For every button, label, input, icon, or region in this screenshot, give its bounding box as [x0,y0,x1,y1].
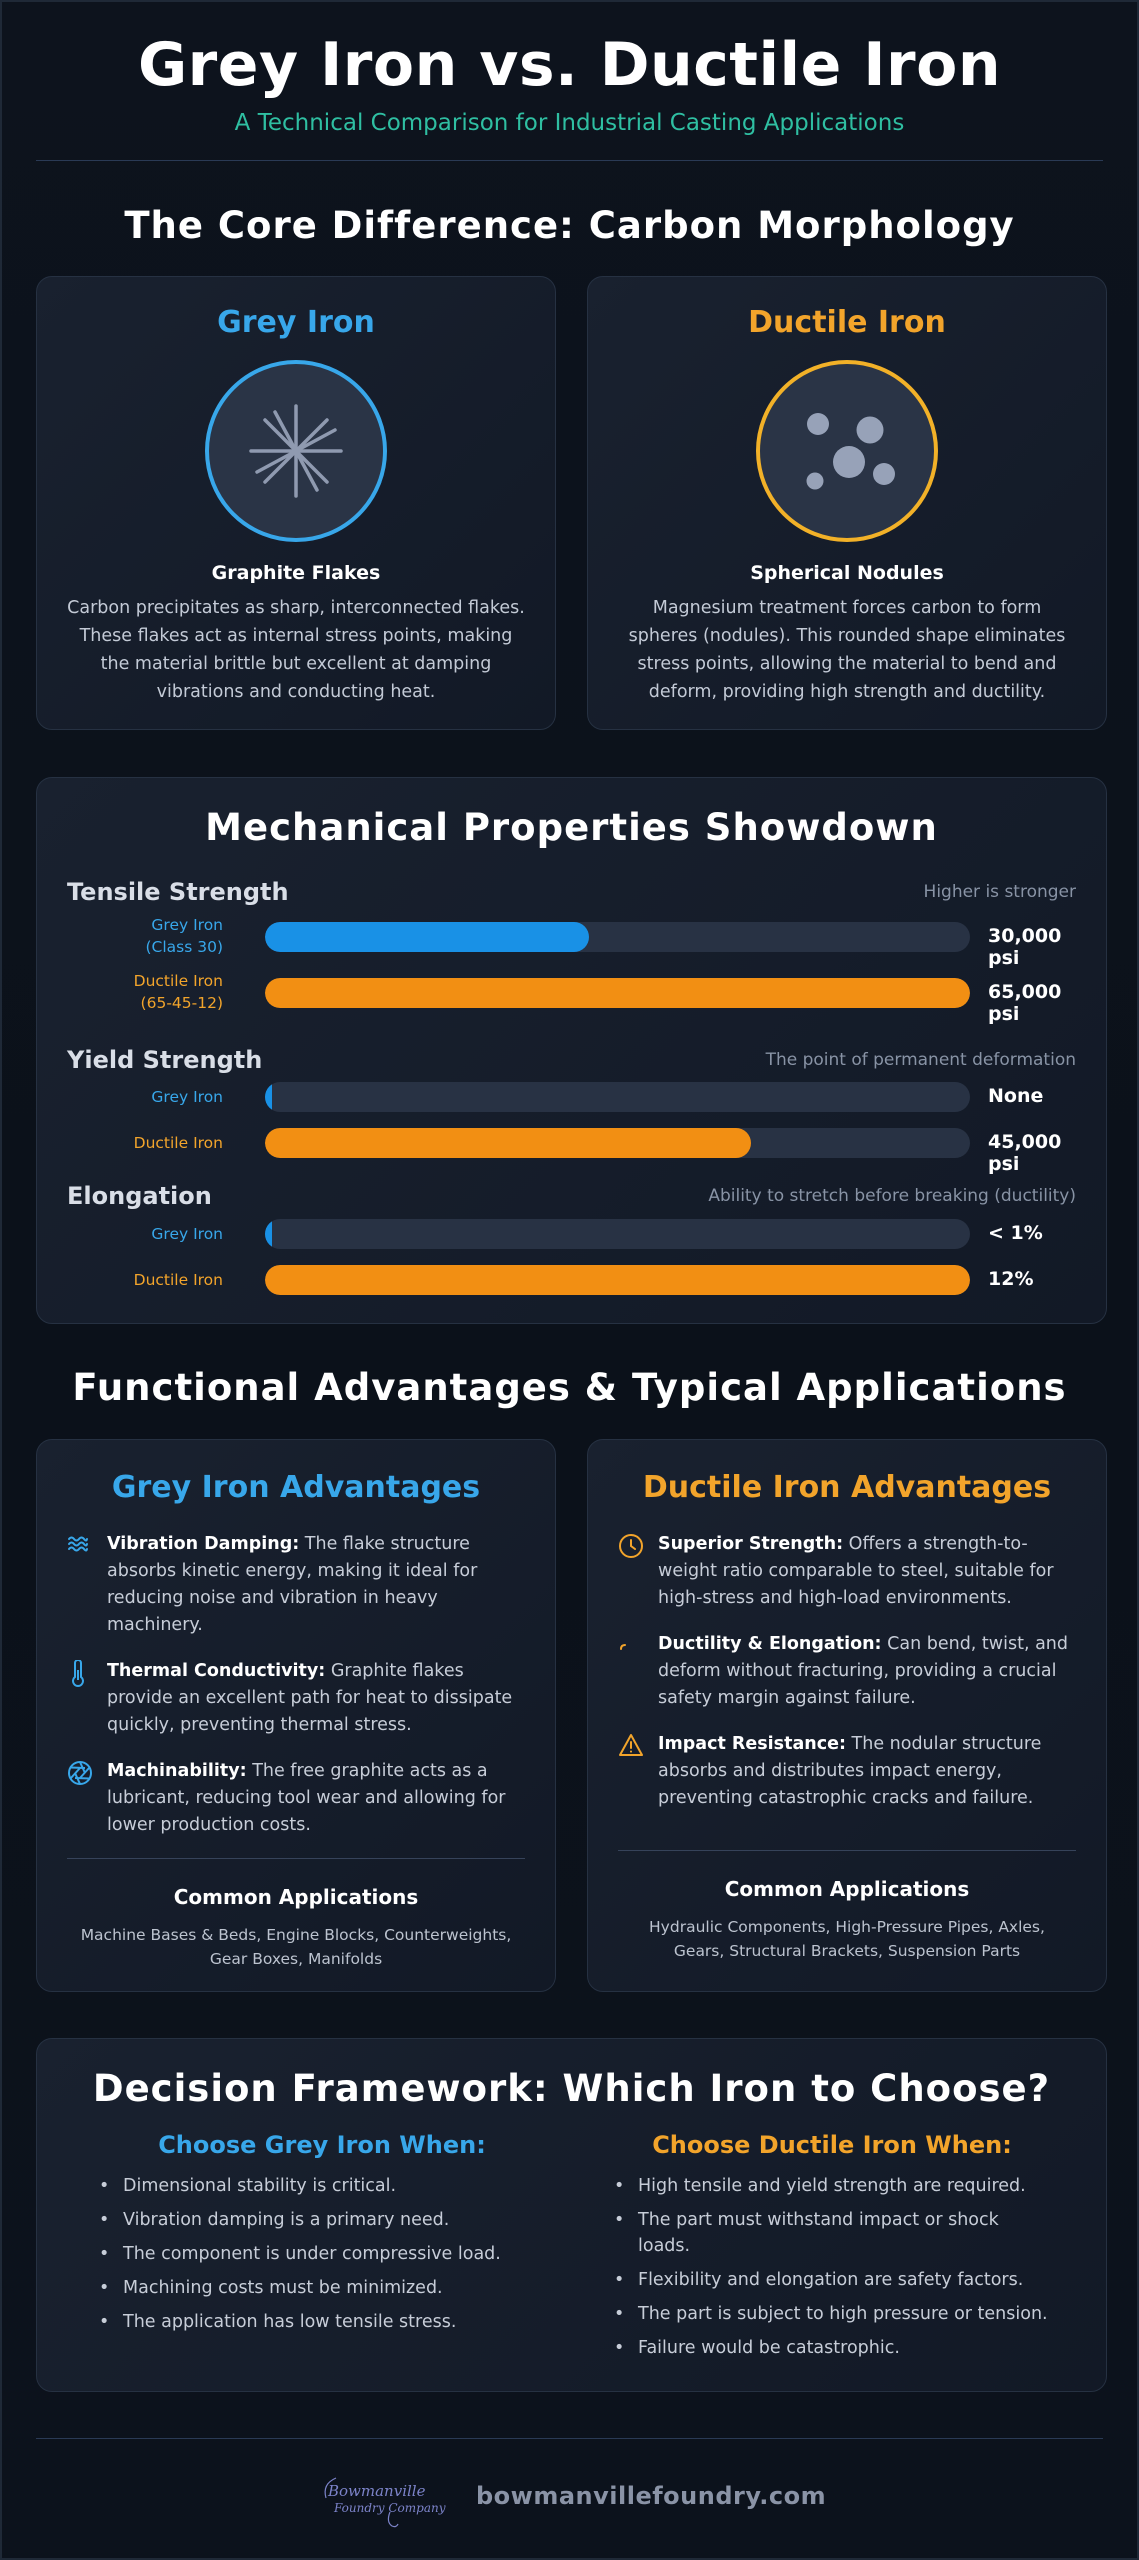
advantage-heading: Thermal Conductivity: [107,1661,326,1681]
svg-text:Bowmanville: Bowmanville [328,2482,426,2500]
ductile-morphology-title: Ductile Iron [748,305,946,340]
advantage-text: The flake structure absorbs kinetic energy, making it ideal for reducing noise and vibration in heavy machinery. [107,1534,478,1635]
ductile-advantage-item [618,1731,1076,1812]
elongation-grey-bar [265,1219,272,1249]
footer-divider [36,2438,1103,2439]
website-link[interactable]: bowmanvillefoundry.com [476,2482,827,2510]
yield-ductile-track [265,1128,970,1158]
list-item: • Dimensional stability is critical. [97,2173,547,2199]
choose-ductile-heading: Choose Ductile Iron When: [652,2131,1012,2159]
ductile-advantage-item [618,1631,1076,1712]
advantage-heading: Impact Resistance: [658,1734,846,1754]
grey-morphology-card [36,276,556,730]
tensile-ductile-label: Ductile Iron (65-45-12) [133,972,223,1012]
elongation-ductile-value: 12% [988,1268,1034,1290]
advantages-section-title: Functional Advantages & Typical Applications [72,1366,1067,1409]
grey-advantage-item [67,1531,525,1639]
choose-ductile-list [612,2173,1052,2361]
yield-ductile-bar [265,1128,751,1158]
choose-ductile-column [612,2131,1052,2369]
tensile-grey-track [265,922,970,952]
yield-strength-header [67,1046,1076,1076]
grey-applications-text: Machine Bases & Beds, Engine Blocks, Counterweights, Gear Boxes, Manifolds [80,1926,512,1968]
spherical-nodules-icon [756,360,938,542]
choose-grey-heading: Choose Grey Iron When: [158,2131,486,2159]
choose-grey-column [97,2131,547,2343]
morphology-section-title: The Core Difference: Carbon Morphology [124,204,1015,247]
graphite-flakes-label: Graphite Flakes [211,562,381,584]
header [2,2,1137,136]
tensile-ductile-value: 65,000 psi [988,981,1062,1025]
bend-icon [618,1631,658,1712]
list-item: • The part must withstand impact or shock loads. [612,2207,1052,2259]
yield-grey-row [67,1082,1076,1112]
list-item: • The component is under compressive load. [97,2241,547,2267]
advantage-text: Graphite flakes provide an excellent path for heat to dissipate quickly, preventing thermal stress. [107,1661,513,1735]
yield-grey-label: Grey Iron [151,1088,223,1106]
clock-icon [618,1531,658,1612]
svg-text:Foundry Company: Foundry Company [334,2501,446,2515]
ductile-applications-text: Hydraulic Components, High-Pressure Pipes, Axles, Gears, Structural Brackets, Suspension Parts [649,1918,1045,1960]
ductile-applications-title: Common Applications [724,1877,970,1901]
grey-applications-title: Common Applications [173,1885,419,1909]
elongation-ductile-label: Ductile Iron [133,1271,223,1289]
elongation-note: Ability to stretch before breaking (ductility) [708,1186,1076,1206]
advantage-text: The nodular structure absorbs and distributes impact energy, preventing catastrophic cracks and failure. [658,1734,1042,1808]
thermometer-icon [67,1658,107,1739]
footer [2,2468,1137,2528]
page-title: Grey Iron vs. Ductile Iron [137,30,1002,100]
warning-icon [618,1731,658,1812]
wave-icon [67,1531,107,1639]
tensile-grey-bar [265,922,589,952]
yield-ductile-value: 45,000 psi [988,1131,1062,1175]
ductile-advantage-item [618,1531,1076,1612]
advantage-text: Offers a strength-to-weight ratio comparable to steel, suitable for high-stress and high-load environments. [658,1534,1054,1608]
elongation-header [67,1182,1076,1212]
page-subtitle: A Technical Comparison for Industrial Casting Applications [234,110,905,136]
grey-advantage-item [67,1758,525,1839]
ductile-advantages-title: Ductile Iron Advantages [642,1470,1052,1505]
ductile-advantages-divider [618,1850,1076,1851]
grey-advantage-item [67,1658,525,1739]
list-item: • High tensile and yield strength are required. [612,2173,1052,2199]
yield-grey-bar [265,1082,272,1112]
advantage-heading: Machinability: [107,1761,247,1781]
graphite-flakes-icon [205,360,387,542]
yield-grey-value: None [988,1085,1044,1107]
list-item: • The part is subject to high pressure or tension. [612,2301,1052,2327]
tensile-strength-name: Tensile Strength [67,878,289,906]
yield-ductile-label: Ductile Iron [133,1134,223,1152]
advantage-text: The free graphite acts as a lubricant, reducing tool wear and allowing for lower production costs. [107,1761,506,1835]
tensile-ductile-row [67,972,1076,1025]
tensile-grey-label: Grey Iron (Class 30) [145,916,223,956]
elongation-grey-track [265,1219,970,1249]
list-item: • Flexibility and elongation are safety factors. [612,2267,1052,2293]
properties-section-title: Mechanical Properties Showdown [205,806,938,849]
mechanical-properties-card [36,777,1107,1324]
advantage-heading: Superior Strength: [658,1534,844,1554]
list-item: • Failure would be catastrophic. [612,2335,1052,2361]
tensile-ductile-track [265,978,970,1008]
aperture-icon [67,1758,107,1839]
choose-grey-list [97,2173,547,2335]
header-divider [36,160,1103,161]
grey-advantages-list [67,1531,525,1839]
elongation-ductile-track [265,1265,970,1295]
ductile-advantages-list [618,1531,1076,1812]
tensile-strength-note: Higher is stronger [923,882,1076,902]
advantage-heading: Vibration Damping: [107,1534,300,1554]
ductile-morphology-card [587,276,1107,730]
elongation-grey-row [67,1219,1076,1249]
yield-grey-track [265,1082,970,1112]
grey-advantages-card [36,1439,556,1992]
spherical-nodules-label: Spherical Nodules [750,562,944,584]
grey-morphology-title: Grey Iron [217,305,375,340]
list-item: • Machining costs must be minimized. [97,2275,547,2301]
grey-morphology-description: Carbon precipitates as sharp, interconnected flakes. These flakes act as internal stress points, making the material brittle but excellent at damping vibrations and conducting heat. [67,598,525,702]
tensile-grey-value: 30,000 psi [988,925,1062,969]
grey-advantages-title: Grey Iron Advantages [111,1470,481,1505]
advantage-heading: Ductility & Elongation: [658,1634,882,1654]
list-item: • Vibration damping is a primary need. [97,2207,547,2233]
elongation-name: Elongation [67,1182,212,1210]
decision-framework-card [36,2038,1107,2392]
company-logo [320,2468,455,2528]
elongation-grey-value: < 1% [988,1222,1043,1244]
ductile-morphology-description: Magnesium treatment forces carbon to form spheres (nodules). This rounded shape eliminates stress points, allowing the material to bend and deform, providing high strength and ductility. [628,598,1066,702]
ductile-advantages-card [587,1439,1107,1992]
decision-section-title: Decision Framework: Which Iron to Choose? [92,2067,1051,2110]
tensile-strength-header [67,878,1076,908]
yield-strength-note: The point of permanent deformation [765,1050,1076,1070]
elongation-ductile-bar [265,1265,970,1295]
elongation-ductile-row [67,1265,1076,1295]
tensile-ductile-bar [265,978,970,1008]
yield-strength-name: Yield Strength [67,1046,263,1074]
grey-advantages-divider [67,1858,525,1859]
elongation-grey-label: Grey Iron [151,1225,223,1243]
list-item: • The application has low tensile stress. [97,2309,547,2335]
advantage-text: Can bend, twist, and deform without fracturing, providing a crucial safety margin against failure. [658,1634,1068,1708]
tensile-grey-row [67,916,1076,969]
yield-ductile-row [67,1128,1076,1175]
